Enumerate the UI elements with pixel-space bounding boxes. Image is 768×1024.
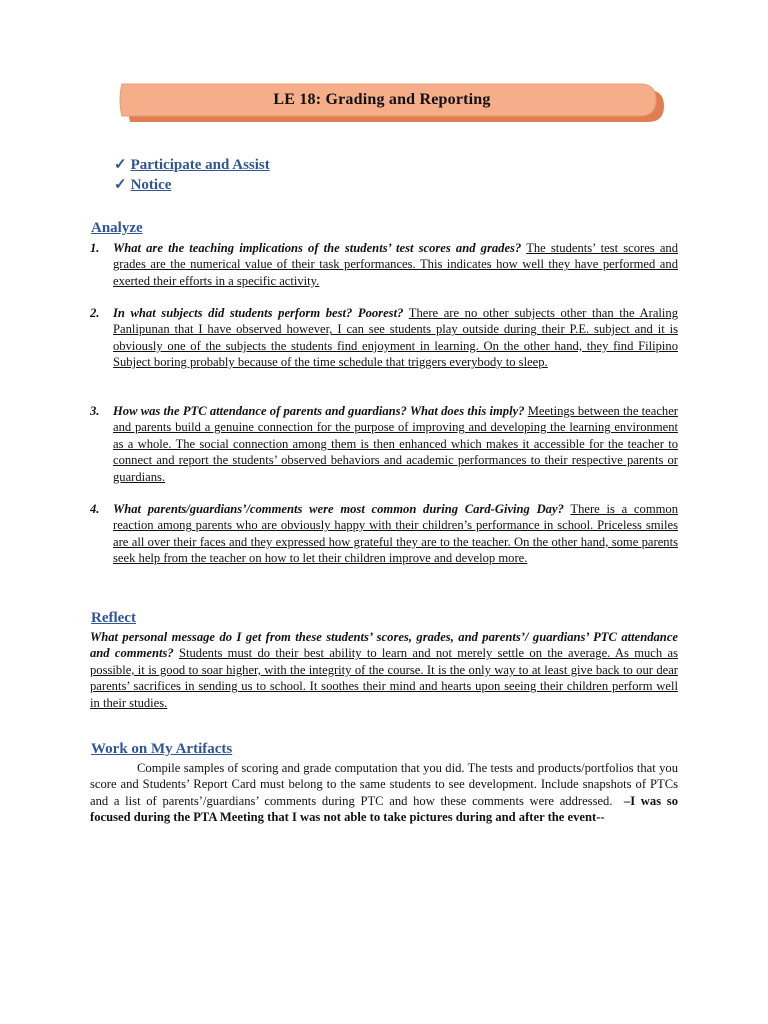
- analyze-question-2: [90, 305, 678, 371]
- artifacts-paragraph: [90, 760, 678, 826]
- question-number: 2.: [90, 306, 100, 320]
- question-text: In what subjects did students perform best? Poorest?: [113, 306, 404, 320]
- checklist-item-notice: ✓ Notice: [114, 177, 172, 193]
- question-text: What are the teaching implications of the students’ test scores and grades?: [113, 241, 522, 255]
- analyze-question-4: [90, 501, 678, 567]
- checklist: [114, 155, 270, 195]
- reflect-heading: Reflect: [91, 610, 136, 626]
- answer-text: The students’ test scores and grades are the numerical value of their task performances. This indicates how well they have performed and exerted their efforts in a specific activity.: [113, 241, 679, 288]
- artifacts-note: –I was so focused during the PTA Meeting that I was not able to take pictures during and after the event--: [90, 793, 678, 825]
- checkmark-icon: ✓: [114, 177, 127, 193]
- analyze-question-1: [90, 240, 678, 289]
- reflect-paragraph: [90, 629, 678, 711]
- question-number: 4.: [90, 502, 100, 516]
- reflect-question: What personal message do I get from these students’ scores, grades, and parents’/ guardians’ PTC attendance and comments?: [90, 630, 678, 661]
- answer-text: There are no other subjects other than the Araling Panlipunan that I have observed however, I can see students play outside during their P.E. subject and it is obviously one of the subjects the students find enjoyment in learning. On the other hand, they find Filipino Subject boring probably because of the time schedule that triggers everybody to sleep.: [113, 306, 679, 370]
- title-banner: [116, 82, 676, 126]
- artifacts-instructions: Compile samples of scoring and grade computation that you did. The tests and products/portfolios that you score and Students’ Report Card must belong to the same students to see development. Include snapshots of PTCs and a list of parents’/guardians’ comments during PTC and how these comments were addressed.: [90, 761, 678, 808]
- page-title: LE 18: Grading and Reporting: [273, 91, 491, 108]
- analyze-question-3: [90, 403, 678, 485]
- checkmark-icon: ✓: [114, 157, 127, 173]
- artifacts-heading: Work on My Artifacts: [91, 741, 233, 757]
- checklist-item-participate: ✓ Participate and Assist: [114, 157, 270, 173]
- answer-text: There is a common reaction among parents who are obviously happy with their children’s performance in school. Priceless smiles are all over their faces and they expressed how grateful they are to the teacher. On the other hand, some parents seek help from the teacher on how to let their children improve and develop more.: [113, 502, 679, 566]
- reflect-answer: Students must do their best ability to learn and not merely settle on the average. As much as possible, it is good to soar higher, with the integrity of the course. It is the only way to at least give back to our dear parents’ sacrifices in sending us to school. It soothes their mind and hearts upon seeing their children perform well in their studies.: [90, 646, 678, 710]
- question-number: 1.: [90, 241, 100, 255]
- question-text: What parents/guardians’/comments were most common during Card-Giving Day?: [113, 502, 564, 516]
- question-number: 3.: [90, 404, 100, 418]
- question-text: How was the PTC attendance of parents and guardians? What does this imply?: [113, 404, 525, 418]
- analyze-heading: Analyze: [91, 220, 143, 236]
- answer-text: Meetings between the teacher and parents build a genuine connection for the purpose of improving and developing the learning environment as a whole. The social connection among them is then enhanced which makes it accessible for the teacher to connect and report the students’ observed behaviors and academic performances to their respective parents or guardians.: [113, 404, 678, 484]
